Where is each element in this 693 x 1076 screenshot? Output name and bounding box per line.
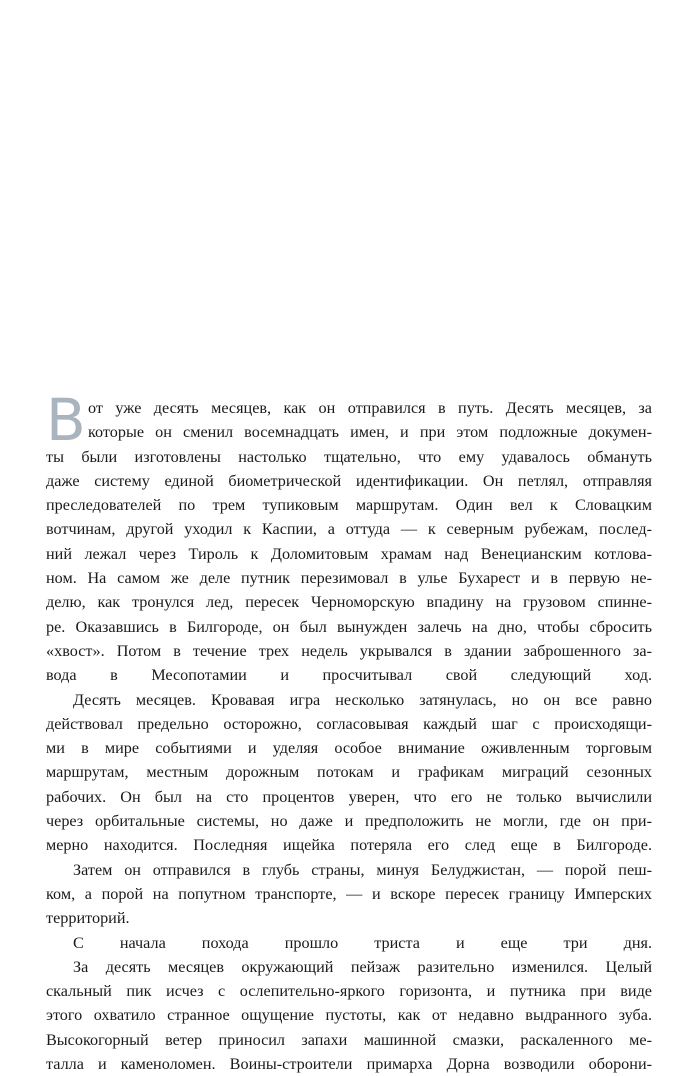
text-line: талла и каменоломен. Воины-строители примарха Дорна возводили оборони- <box>46 1055 652 1074</box>
text-line: ты были изготовлены настолько тщательно, что ему удавалось обмануть <box>46 447 652 466</box>
text-line: мерно находится. Последняя ищейка потеряла его след еще в Билгороде. <box>46 836 652 855</box>
text-line: даже систему единой биометрической идентификации. Он петлял, отправляя <box>46 471 652 490</box>
text-line: через орбитальные системы, но даже и предположить не могли, где он при- <box>46 812 652 831</box>
text-line: ми в мире событиями и уделяя особое внимание оживленным торговым <box>46 739 652 758</box>
text-line: преследователей по трем тупиковым маршрутам. Один вел к Словацким <box>46 496 652 515</box>
text-line: С начала похода прошло триста и еще три дня. <box>73 933 652 952</box>
text-line: ном. На самом же деле путник перезимовал в улье Бухарест и в первую не- <box>46 569 652 588</box>
text-line: вода в Месопотамии и просчитывал свой следующий ход. <box>46 666 652 685</box>
text-line: ком, а порой на попутном транспорте, — и вскоре пересек границу Имперских <box>46 884 652 903</box>
text-line: территорий. <box>46 909 130 928</box>
body-text <box>46 386 652 1076</box>
text-line: «хвост». Потом в течение трех недель укрывался в здании заброшенного за- <box>46 641 652 660</box>
text-line: действовал предельно осторожно, согласовывая каждый шаг с происходящи- <box>46 714 652 733</box>
text-line: Затем он отправился в глубь страны, минуя Белуджистан, — порой пеш- <box>73 860 652 879</box>
paragraph-5 <box>46 955 652 1076</box>
text-line: от уже десять месяцев, как он отправился в путь. Десять месяцев, за <box>88 399 652 417</box>
text-line: За десять месяцев окружающий пейзаж разительно изменился. Целый <box>73 957 652 976</box>
text-line: вотчинам, другой уходил к Каспии, а оттуда — к северным рубежам, послед- <box>46 520 652 539</box>
text-line: этого охватило странное ощущение пустоты, как от недавно выдранного зуба. <box>46 1006 652 1025</box>
text-line: ре. Оказавшись в Билгороде, он был вынужден залечь на дно, чтобы сбросить <box>46 617 652 636</box>
dropcap-lines <box>88 396 652 445</box>
text-line: рабочих. Он был на сто процентов уверен, что его не только вычислили <box>46 787 652 806</box>
paragraph-2 <box>46 688 652 858</box>
text-line: делю, как тронулся лед, пересек Черноморскую впадину на грузовом спинне- <box>46 593 652 612</box>
text-line: Высокогорный ветер приносил запахи машинной смазки, раскаленного ме- <box>46 1030 652 1049</box>
text-line: маршрутам, местным дорожным потокам и графикам миграций сезонных <box>46 763 652 782</box>
paragraph-3 <box>46 858 652 931</box>
text-line: скальный пик исчез с ослепительно-яркого горизонта, и путника при виде <box>46 982 652 1001</box>
paragraph-4 <box>46 931 652 955</box>
drop-cap-letter: В <box>46 386 85 454</box>
dropcap-row <box>46 386 652 454</box>
text-line: которые он сменил восемнадцать имен, и при этом подложные докумен- <box>88 423 652 442</box>
paragraph-1 <box>46 386 652 688</box>
text-line: Десять месяцев. Кровавая игра несколько затянулась, но он все равно <box>73 690 652 709</box>
text-line: ний лежал через Тироль к Доломитовым храмам над Венецианским котлова- <box>46 544 652 563</box>
